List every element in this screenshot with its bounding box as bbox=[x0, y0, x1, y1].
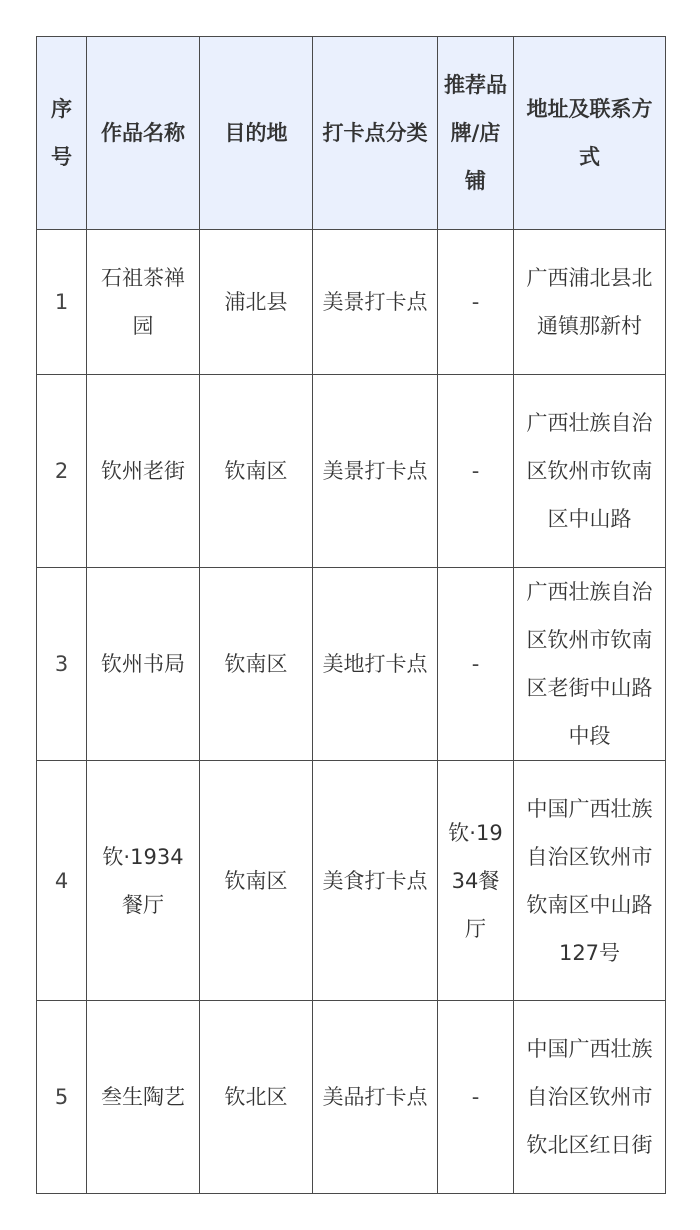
cell-category: 美景打卡点 bbox=[313, 230, 438, 375]
cell-category: 美景打卡点 bbox=[313, 375, 438, 568]
header-no: 序号 bbox=[37, 37, 87, 230]
cell-brand: - bbox=[438, 1001, 514, 1194]
cell-address: 广西壮族自治区钦州市钦南区中山路 bbox=[514, 375, 666, 568]
cell-no: 1 bbox=[37, 230, 87, 375]
cell-address: 广西浦北县北通镇那新村 bbox=[514, 230, 666, 375]
table-row bbox=[37, 761, 666, 1001]
header-category: 打卡点分类 bbox=[313, 37, 438, 230]
table-header-row bbox=[37, 37, 666, 230]
cell-destination: 钦南区 bbox=[200, 568, 313, 761]
cell-name: 钦州老街 bbox=[87, 375, 200, 568]
cell-name: 叁生陶艺 bbox=[87, 1001, 200, 1194]
cell-brand: 钦·1934餐厅 bbox=[438, 761, 514, 1001]
cell-address: 中国广西壮族自治区钦州市钦南区中山路127号 bbox=[514, 761, 666, 1001]
header-brand: 推荐品牌/店铺 bbox=[438, 37, 514, 230]
cell-category: 美地打卡点 bbox=[313, 568, 438, 761]
cell-no: 4 bbox=[37, 761, 87, 1001]
table-row bbox=[37, 568, 666, 761]
table-row bbox=[37, 1001, 666, 1194]
cell-name: 钦·1934餐厅 bbox=[87, 761, 200, 1001]
cell-brand: - bbox=[438, 375, 514, 568]
table-row bbox=[37, 375, 666, 568]
checkin-spots-table bbox=[36, 36, 666, 1194]
cell-destination: 钦南区 bbox=[200, 375, 313, 568]
cell-category: 美品打卡点 bbox=[313, 1001, 438, 1194]
cell-category: 美食打卡点 bbox=[313, 761, 438, 1001]
cell-name: 钦州书局 bbox=[87, 568, 200, 761]
cell-brand: - bbox=[438, 568, 514, 761]
cell-no: 5 bbox=[37, 1001, 87, 1194]
cell-no: 2 bbox=[37, 375, 87, 568]
cell-address: 中国广西壮族自治区钦州市钦北区红日街 bbox=[514, 1001, 666, 1194]
header-destination: 目的地 bbox=[200, 37, 313, 230]
cell-destination: 钦南区 bbox=[200, 761, 313, 1001]
header-address: 地址及联系方式 bbox=[514, 37, 666, 230]
cell-address: 广西壮族自治区钦州市钦南区老街中山路中段 bbox=[514, 568, 666, 761]
cell-destination: 浦北县 bbox=[200, 230, 313, 375]
cell-no: 3 bbox=[37, 568, 87, 761]
header-name: 作品名称 bbox=[87, 37, 200, 230]
table-row bbox=[37, 230, 666, 375]
cell-destination: 钦北区 bbox=[200, 1001, 313, 1194]
cell-brand: - bbox=[438, 230, 514, 375]
cell-name: 石祖茶禅园 bbox=[87, 230, 200, 375]
